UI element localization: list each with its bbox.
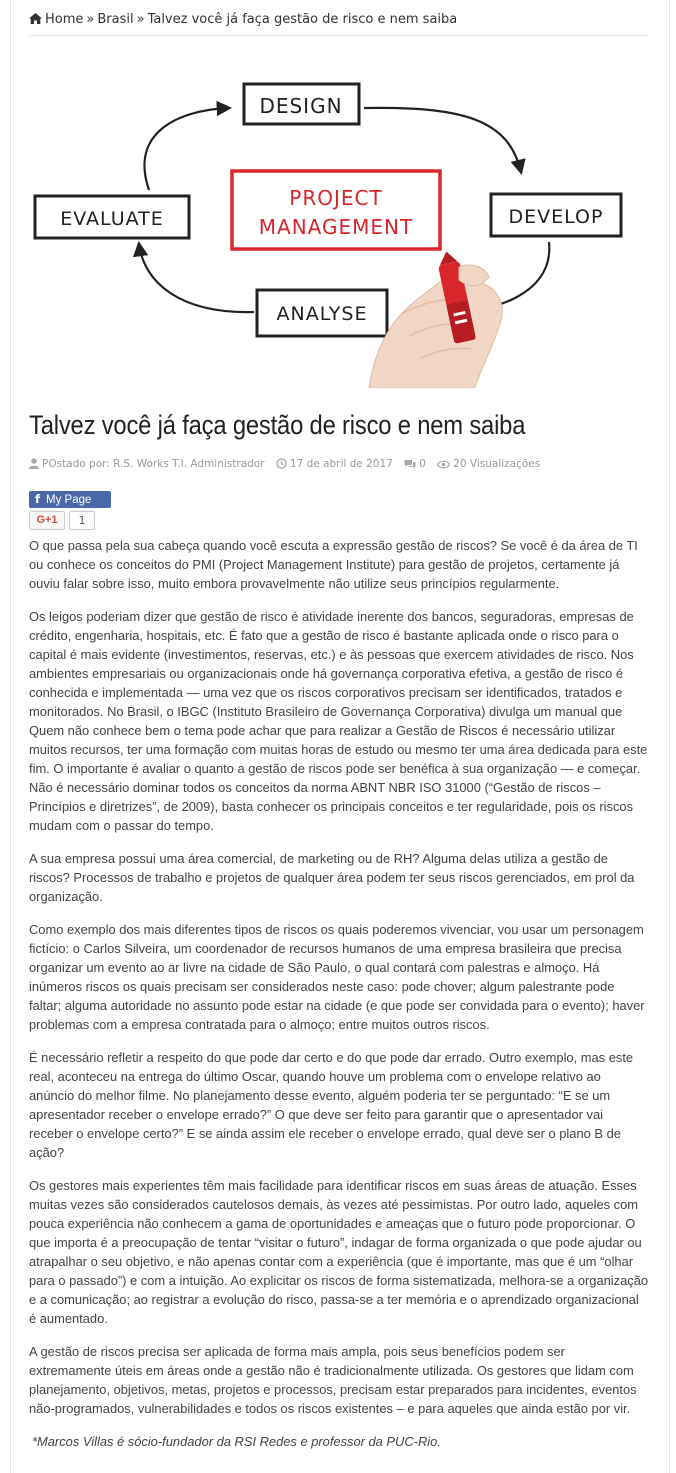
evaluate-label: EVALUATE [60,208,164,230]
breadcrumb-separator: » [136,12,145,27]
facebook-share-button[interactable] [29,491,111,508]
author-signature: *Marcos Villas é sócio-fundador da RSI Redes e professor da PUC-Rio. [32,1434,441,1449]
breadcrumb-home-link[interactable]: Home [45,12,84,27]
hand-with-marker-illustration [369,249,502,388]
google-plus-label: G+1 [36,514,58,526]
google-plus-count: 1 [69,511,95,530]
comments-icon [404,459,416,469]
article-paragraph: A sua empresa possui uma área comercial, de marketing ou de RH? Alguma delas utiliza a gestão de riscos? Processos de trabalho e projetos de qualquer área podem ter seus riscos gerenciados, em prol da organização. [29,851,635,904]
home-icon [29,13,42,24]
article-paragraph: O que passa pela sua cabeça quando você escuta a expressão gestão de riscos? Se você é da área de TI ou conhece os conceitos do PMI (Project Management Institute) para gestão de projetos, certamente já ouviu falar sobre isso, muito embora provavelmente não utilize seus princípios regularmente. [29,538,638,591]
google-plus-button[interactable] [29,511,65,530]
post-title: Talvez você já faça gestão de risco e nem saiba [29,410,526,440]
breadcrumb [29,12,649,36]
breadcrumb-section-link[interactable]: Brasil [97,12,134,27]
article-body [29,536,649,1465]
develop-label: DEVELOP [508,206,604,228]
analyse-label: ANALYSE [276,303,368,325]
design-label: DESIGN [259,94,343,118]
post-views [437,458,540,470]
center-line1: PROJECT [289,186,383,210]
eye-icon [437,460,450,469]
breadcrumb-current: Talvez você já faça gestão de risco e nem saiba [147,12,458,27]
post-date [276,458,396,470]
article-paragraph: Como exemplo dos mais diferentes tipos de riscos os quais poderemos vivenciar, vou usar um personagem fictício: o Carlos Silveira, um coordenador de recursos humanos de uma empresa brasileira que precisa organizar um evento ao ar livre na cidade de São Paulo, o qual contará com palestras e almoço. Há inúmeros riscos os quais precisam ser considerados neste caso: pode chover; algum palestrante pode faltar; alguma autoridade no assunto pode estar na cidade (e que pode ser convidada para o evento); haver problemas com a empresa contratada para o almoço; entre muitos outros riscos. [29,922,645,1032]
article-paragraph: Os gestores mais experientes têm mais facilidade para identificar riscos em suas áreas de atuação. Esses muitas vezes são considerados cautelosos demais, às vezes até pessimistas. Por outro lado, aqueles com pouca experiência não conhecem a gama de oportunidades e ameaças que o futuro pode proporcionar. O que importa é a preocupação de tentar “visitar o futuro”, indagar de forma organizada o que pode ajudar ou atrapalhar o seu objetivo, e não apenas contar com a experiência (que é importante, mas que é um “olhar para o passado”) e com a intuição. Ao explicitar os riscos de forma sistematizada, melhora-se a organização e a comunicação; ao registrar a evolução do risco, passa-se a ter memória e o aprendizado organizacional é aumentado. [29,1178,649,1326]
views-text: 20 Visualizações [453,458,541,470]
article-paragraph: Os leigos poderiam dizer que gestão de risco é atividade inerente dos bancos, seguradoras, empresas de crédito, engenharia, hospitais, etc. É fato que a gestão de risco é bastante aplicada onde o risco para o capital é mais evidente (investimentos, reservas, etc.) e às pessoas que exercem atividades de risco. Nos ambientes empresariais ou organizacionais onde há governança corporativa efetiva, a gestão de risco é conhecida e implementada — uma vez que os riscos corporativos precisam ser identificados, tratados e monitorados. No Brasil, o IBGC (Instituto Brasileiro de Governança Corporativa) divulga um manual que Quem não conhece bem o tema pode achar que para realizar a Gestão de Riscos é necessário utilizar muitos recursos, ter uma formação com muitas horas de estudo ou mesmo ter uma área dedicada para este fim. O importante é avaliar o quanto a gestão de riscos pode ser benéfica à sua organização — e começar. Não é necessário dominar todos os conceitos da norma ABNT NBR ISO 31000 (“Gestão de riscos – Princípios e diretrizes”, de 2009), basta conhecer os principais conceitos e ter regularidade, pois os riscos mudam com o passar do tempo. [29,609,648,833]
author-text: POstado por: R.S. Works T.I. Administrador [42,458,265,470]
breadcrumb-separator: » [86,12,95,27]
featured-image [29,52,649,388]
article-paragraph: É necessário refletir a respeito do que pode dar certo e do que pode dar errado. Outro exemplo, mas este real, aconteceu na entrega do último Oscar, quando houve um problema com o envelope relativo ao anúncio do melhor filme. No planejamento desse evento, alguém poderia ter se perguntado: “E se um apresentador receber o envelope errado?” O que deve ser feito para garantir que o apresentador vai receber o envelope certo?” E se ainda assim ele receber o envelope errado, qual deve ser o plano B de ação? [29,1050,634,1160]
article-paragraph: A gestão de riscos precisa ser aplicada de forma mais ampla, pois seus benefícios podem ser extremamente úteis em áreas onde a gestão não é tradicionalmente utilizada. Os gestores que lidam com planejamento, objetivos, metas, projetos e processos, precisam estar preparados para incidentes, eventos não-programados, vulnerabilidades e todos os riscos existentes – e para aqueles que ainda estão por vir. [29,1344,637,1416]
post-author [29,458,268,470]
post-meta [29,458,548,470]
comments-count: 0 [419,458,426,470]
facebook-icon: f [35,492,41,506]
date-text: 17 de abril de 2017 [289,458,393,470]
clock-icon [276,458,287,469]
center-line2: MANAGEMENT [258,215,414,239]
post-comments[interactable] [404,458,429,470]
user-icon [29,458,39,469]
facebook-share-label: My Page [46,494,92,506]
